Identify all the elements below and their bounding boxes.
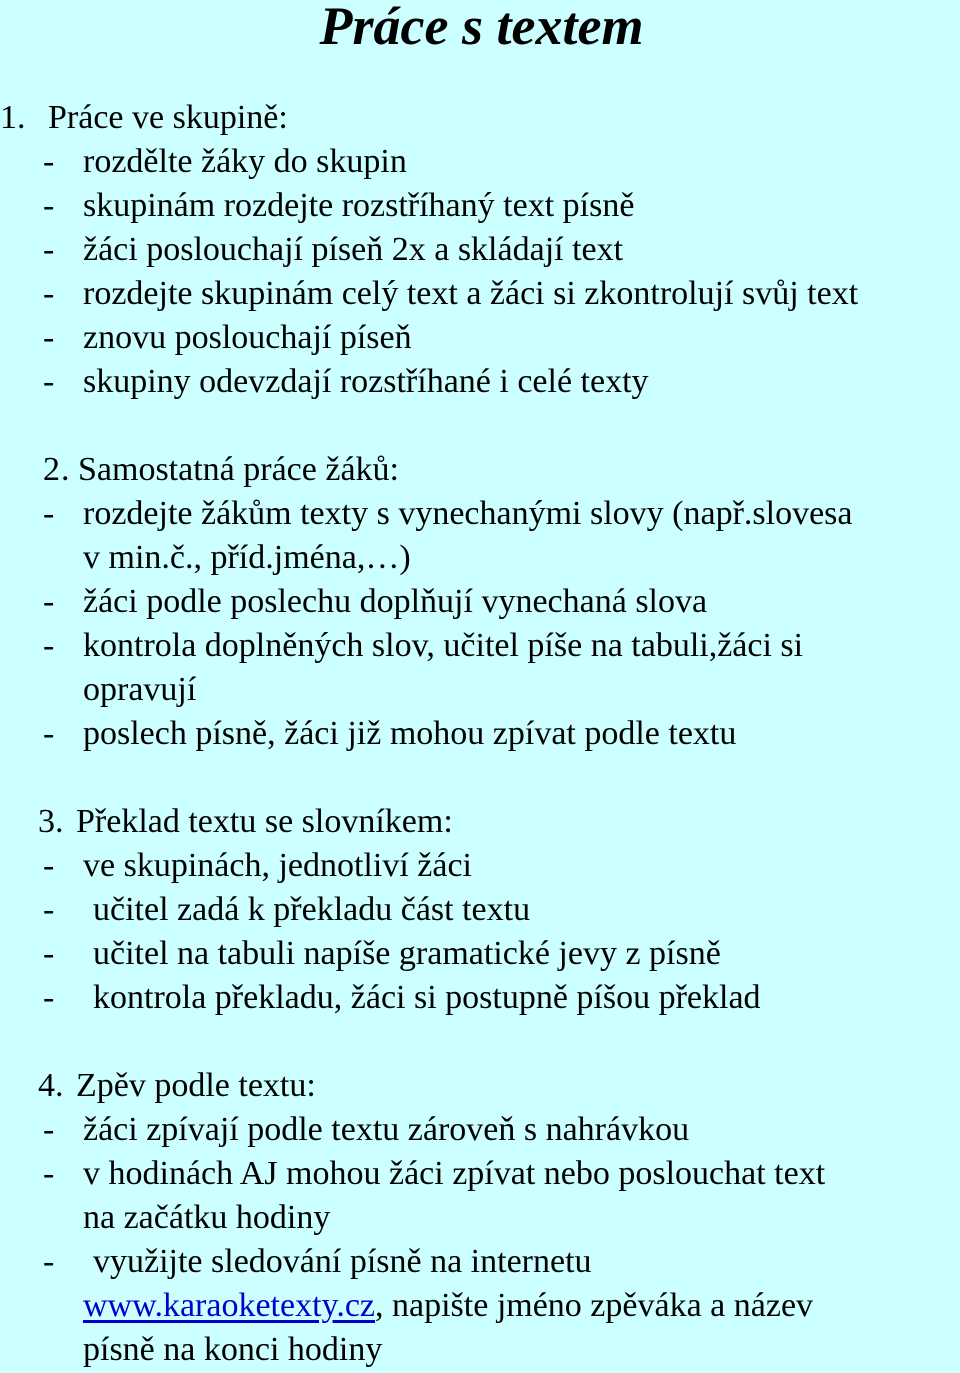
- dash: -: [43, 275, 55, 312]
- item-text: skupiny odevzdají rozstříhané i celé texty: [83, 363, 649, 400]
- list-item: [0, 228, 960, 272]
- item-text: učitel zadá k překladu část textu: [93, 891, 531, 928]
- item-text: v min.č., příd.jména,…): [83, 539, 411, 576]
- dash: -: [43, 847, 55, 884]
- section-number: 3.: [38, 803, 64, 840]
- item-text: kontrola překladu, žáci si postupně píšou překlad: [93, 979, 761, 1016]
- list-item: [0, 360, 960, 404]
- list-item-continuation: [0, 1328, 960, 1372]
- dash: -: [43, 1155, 55, 1192]
- item-text: kontrola doplněných slov, učitel píše na tabuli,žáci si: [83, 627, 804, 664]
- dash: -: [43, 1243, 55, 1280]
- spacer: [0, 1020, 960, 1064]
- section-heading: [0, 1064, 960, 1108]
- section-title: Zpěv podle textu:: [76, 1067, 316, 1104]
- list-item: [0, 712, 960, 756]
- list-item: [0, 316, 960, 360]
- item-text: ve skupinách, jednotliví žáci: [83, 847, 472, 884]
- list-item-continuation: [0, 536, 960, 580]
- section-number: 4.: [38, 1067, 64, 1104]
- item-text: písně na konci hodiny: [83, 1331, 383, 1368]
- item-text: žáci poslouchají píseň 2x a skládají text: [83, 231, 624, 268]
- item-text: rozdejte skupinám celý text a žáci si zkontrolují svůj text: [83, 275, 859, 312]
- section-title: . Samostatná práce žáků:: [61, 451, 399, 488]
- section-2: [0, 448, 960, 756]
- item-text: rozdejte žákům texty s vynechanými slovy (např.slovesa: [83, 495, 853, 532]
- list-item: [0, 140, 960, 184]
- dash: -: [43, 143, 55, 180]
- karaoketexty-link[interactable]: www.karaoketexty.cz: [83, 1287, 376, 1324]
- item-text: opravují: [83, 671, 197, 708]
- list-item: [0, 1152, 960, 1196]
- dash: -: [43, 583, 55, 620]
- list-item: [0, 888, 960, 932]
- item-text: skupinám rozdejte rozstříhaný text písně: [83, 187, 635, 224]
- item-text: žáci podle poslechu doplňují vynechaná slova: [83, 583, 708, 620]
- dash: -: [43, 495, 55, 532]
- section-heading: [0, 96, 960, 140]
- section-heading: [0, 800, 960, 844]
- dash: -: [43, 627, 55, 664]
- list-item: [0, 272, 960, 316]
- dash: -: [43, 935, 55, 972]
- list-item-continuation: [0, 668, 960, 712]
- link-suffix: , napište jméno zpěváka a název: [375, 1287, 814, 1324]
- list-item: [0, 932, 960, 976]
- dash: -: [43, 891, 55, 928]
- section-1: [0, 96, 960, 404]
- dash: -: [43, 979, 55, 1016]
- list-item: [0, 184, 960, 228]
- item-text: znovu poslouchají píseň: [83, 319, 412, 356]
- item-text: žáci zpívají podle textu zároveň s nahrávkou: [83, 1111, 690, 1148]
- item-text: v hodinách AJ mohou žáci zpívat nebo poslouchat text: [83, 1155, 826, 1192]
- item-text: poslech písně, žáci již mohou zpívat podle textu: [83, 715, 737, 752]
- page-title: Práce s textem: [319, 0, 644, 56]
- section-title: Překlad textu se slovníkem:: [76, 803, 453, 840]
- list-item: [0, 492, 960, 536]
- section-number: 1.: [0, 99, 26, 136]
- list-item: [0, 580, 960, 624]
- list-item: [0, 624, 960, 668]
- list-item: [0, 844, 960, 888]
- dash: -: [43, 363, 55, 400]
- list-item-continuation: [0, 1196, 960, 1240]
- list-item: [0, 1108, 960, 1152]
- content: [0, 96, 960, 1372]
- dash: -: [43, 187, 55, 224]
- dash: -: [43, 1111, 55, 1148]
- section-4: [0, 1064, 960, 1372]
- section-3: [0, 800, 960, 1020]
- section-number: 2: [43, 451, 60, 488]
- item-text: využijte sledování písně na internetu: [93, 1243, 592, 1280]
- item-text: na začátku hodiny: [83, 1199, 331, 1236]
- spacer: [0, 404, 960, 448]
- section-heading: [0, 448, 960, 492]
- list-item: [0, 1240, 960, 1284]
- spacer: [0, 756, 960, 800]
- section-title: Práce ve skupině:: [48, 99, 288, 136]
- dash: -: [43, 319, 55, 356]
- list-item-continuation: [0, 1284, 960, 1328]
- item-text: rozdělte žáky do skupin: [83, 143, 407, 180]
- item-text: učitel na tabuli napíše gramatické jevy z písně: [93, 935, 721, 972]
- item-text-with-link: [83, 1284, 813, 1328]
- list-item: [0, 976, 960, 1020]
- dash: -: [43, 231, 55, 268]
- dash: -: [43, 715, 55, 752]
